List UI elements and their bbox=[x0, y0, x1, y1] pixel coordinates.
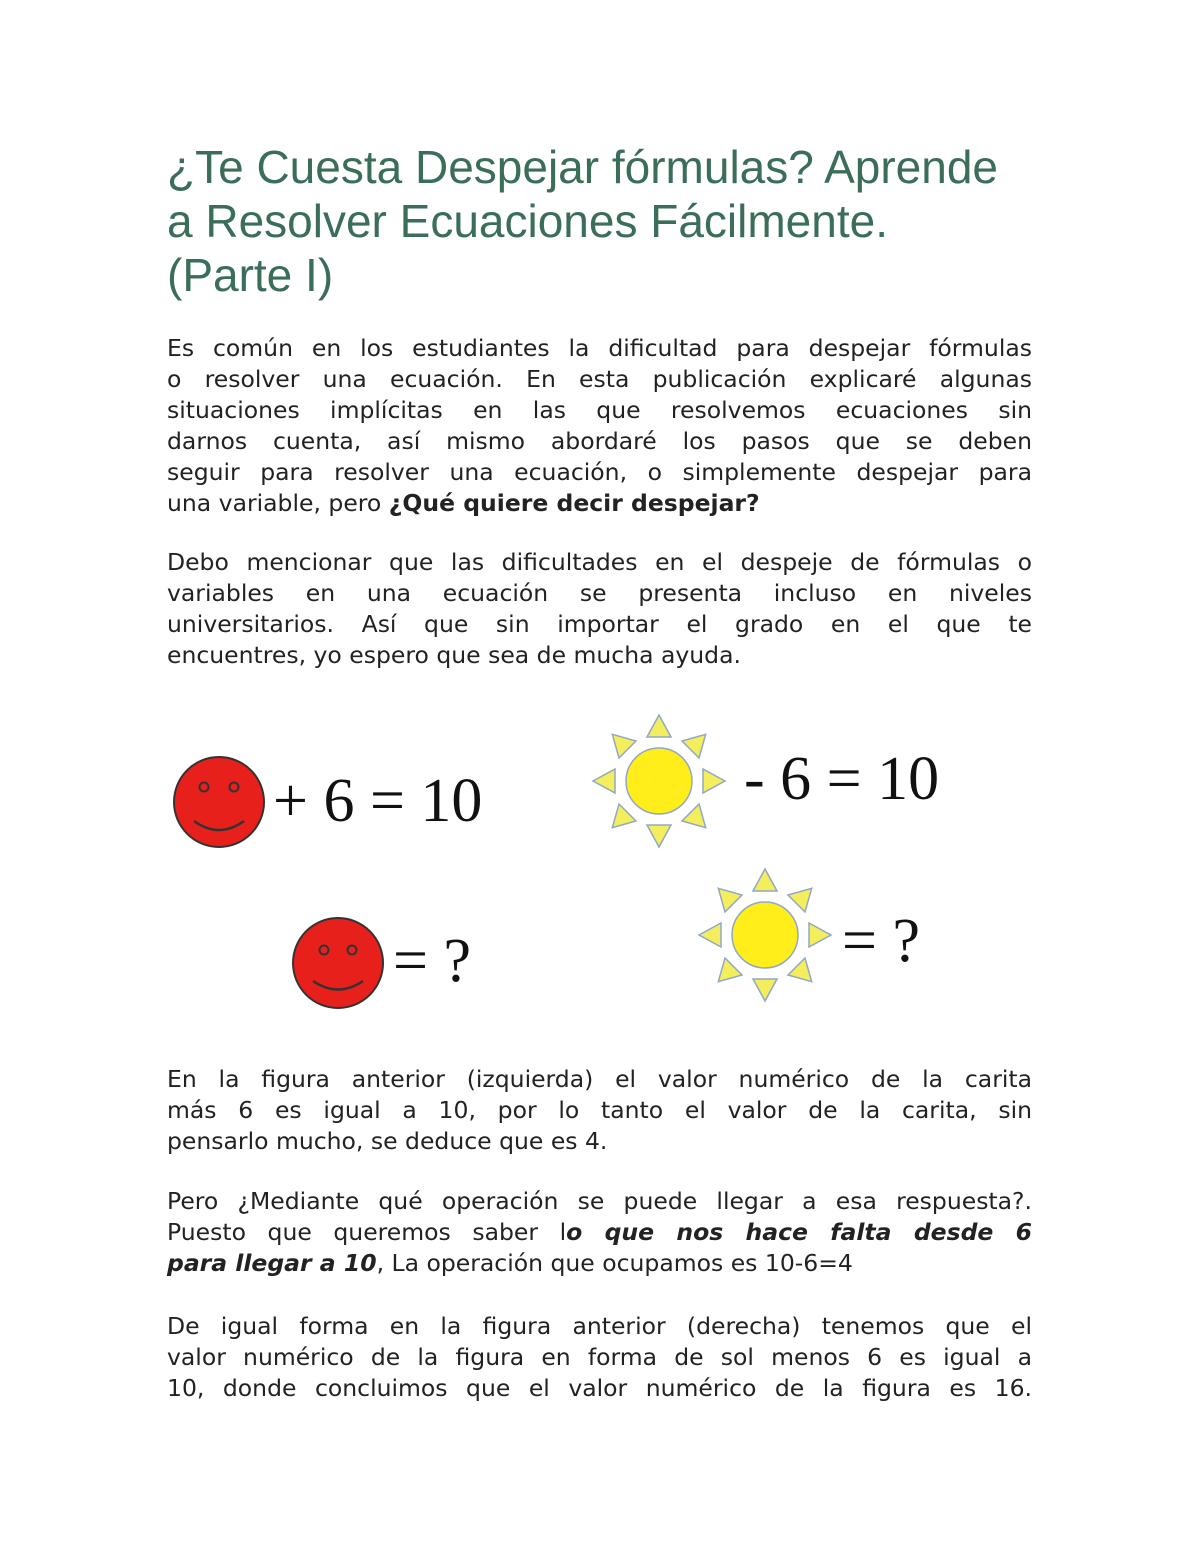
text-segment: Puesto que queremos saber l bbox=[167, 1218, 567, 1246]
text-line bbox=[167, 488, 1032, 519]
title-line-1: ¿Te Cuesta Despejar fórmulas? Aprende bbox=[167, 141, 998, 193]
paragraph-right-figure bbox=[167, 1311, 1032, 1404]
text-line: Debo mencionar que las dificultades en el despeje de fórmulas o bbox=[167, 548, 1032, 576]
sun-question: = ? bbox=[842, 907, 920, 975]
text-line: encuentres, yo espero que sea de mucha ayuda. bbox=[167, 641, 741, 669]
text-line: valor numérico de la figura en forma de sol menos 6 es igual a bbox=[167, 1343, 1032, 1371]
text-line: Es común en los estudiantes la dificultad para despejar fórmulas bbox=[167, 334, 1032, 362]
text-line bbox=[167, 1217, 1032, 1248]
sun-icon bbox=[699, 869, 831, 1001]
title-line-2: a Resolver Ecuaciones Fácilmente. bbox=[167, 195, 888, 247]
paragraph-left-figure bbox=[167, 1064, 1032, 1157]
paragraph-difficulties bbox=[167, 547, 1032, 671]
text-line: seguir para resolver una ecuación, o simplemente despejar para bbox=[167, 458, 1032, 486]
sun-equation: - 6 = 10 bbox=[744, 745, 940, 813]
text-line: En la figura anterior (izquierda) el valor numérico de la carita bbox=[167, 1065, 1032, 1093]
smiley-icon bbox=[174, 757, 264, 847]
emphasis-text: para llegar a 10 bbox=[167, 1249, 377, 1277]
text-line: Pero ¿Mediante qué operación se puede llegar a esa respuesta?. bbox=[167, 1187, 1032, 1215]
text-line: más 6 es igual a 10, por lo tanto el valor de la carita, sin bbox=[167, 1096, 1032, 1124]
text-segment: una variable, pero bbox=[167, 489, 389, 517]
paragraph-intro bbox=[167, 333, 1032, 519]
text-line: o resolver una ecuación. En esta publicación explicaré algunas bbox=[167, 365, 1032, 393]
text-line: darnos cuenta, así mismo abordaré los pasos que se deben bbox=[167, 427, 1032, 455]
text-segment: , La operación que ocupamos es 10-6=4 bbox=[376, 1249, 853, 1277]
text-line: universitarios. Así que sin importar el grado en el que te bbox=[167, 610, 1032, 638]
sun-icon bbox=[593, 715, 725, 847]
title-line-3: (Parte I) bbox=[167, 249, 334, 301]
text-line: situaciones implícitas en las que resolvemos ecuaciones sin bbox=[167, 396, 1032, 424]
text-line: 10, donde concluimos que el valor numérico de la figura es 16. bbox=[167, 1374, 1032, 1402]
smiley-icon bbox=[293, 918, 383, 1008]
smiley-question: = ? bbox=[393, 927, 471, 995]
text-line: De igual forma en la figura anterior (derecha) tenemos que el bbox=[167, 1312, 1032, 1340]
paragraph-operation bbox=[167, 1186, 1032, 1279]
bold-question: ¿Qué quiere decir despejar? bbox=[388, 489, 760, 517]
document-title bbox=[167, 140, 1047, 302]
text-line: pensarlo mucho, se deduce que es 4. bbox=[167, 1127, 608, 1155]
text-line bbox=[167, 1248, 1032, 1279]
emphasis-text: o que nos hace falta desde 6 bbox=[566, 1218, 1032, 1246]
text-line: variables en una ecuación se presenta incluso en niveles bbox=[167, 579, 1032, 607]
smiley-equation: + 6 = 10 bbox=[273, 767, 483, 835]
